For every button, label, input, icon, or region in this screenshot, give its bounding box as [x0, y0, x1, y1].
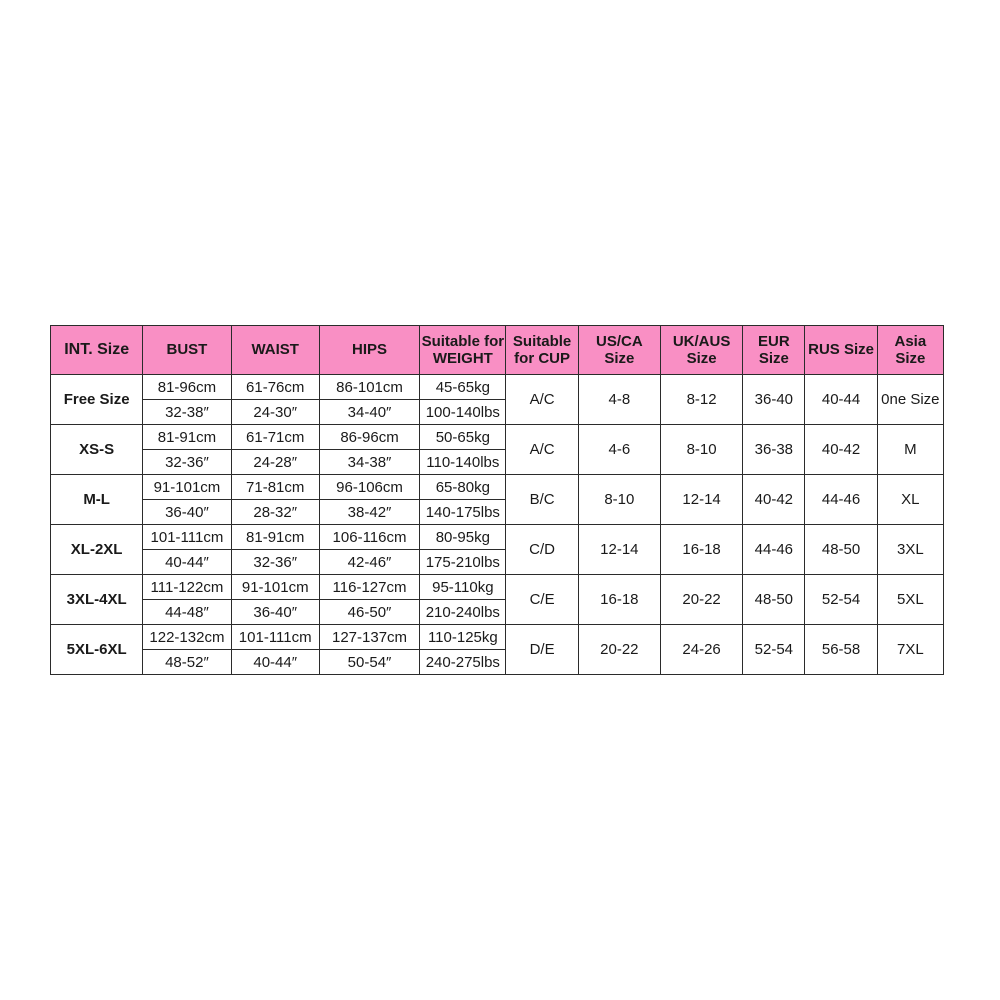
- cell-bust-cm: 81-96cm: [143, 375, 231, 400]
- header-weight-line2: WEIGHT: [432, 350, 493, 367]
- cell-hips-in: 34-38″: [319, 450, 419, 475]
- cell-int-size: Free Size: [51, 375, 143, 425]
- cell-int-size: 3XL-4XL: [51, 575, 143, 625]
- size-chart-container: [50, 325, 950, 675]
- cell-hips-cm: 127-137cm: [319, 625, 419, 650]
- cell-waist-in: 32-36″: [231, 550, 319, 575]
- header-weight-line1: Suitable for: [421, 332, 505, 350]
- cell-bust-in: 48-52″: [143, 650, 231, 675]
- cell-waist-cm: 81-91cm: [231, 525, 319, 550]
- cell-asia: 5XL: [877, 575, 943, 625]
- cell-bust-in: 44-48″: [143, 600, 231, 625]
- header-eur-line2: Size: [758, 350, 789, 367]
- cell-asia: XL: [877, 475, 943, 525]
- table-body: [51, 375, 944, 675]
- cell-asia: 0ne Size: [877, 375, 943, 425]
- header-eur: [743, 326, 805, 375]
- cell-cup: A/C: [506, 375, 578, 425]
- cell-bust-cm: 111-122cm: [143, 575, 231, 600]
- cell-uk-aus: 24-26: [660, 625, 742, 675]
- cell-weight-lbs: 140-175lbs: [420, 500, 506, 525]
- cell-hips-in: 42-46″: [319, 550, 419, 575]
- header-us-line2: Size: [604, 350, 635, 367]
- cell-eur: 36-38: [743, 425, 805, 475]
- header-waist: WAIST: [231, 326, 319, 375]
- cell-weight-lbs: 110-140lbs: [420, 450, 506, 475]
- cell-weight-lbs: 210-240lbs: [420, 600, 506, 625]
- cell-rus: 40-42: [805, 425, 877, 475]
- cell-int-size: M-L: [51, 475, 143, 525]
- header-us-ca: [578, 326, 660, 375]
- cell-hips-cm: 106-116cm: [319, 525, 419, 550]
- cell-uk-aus: 20-22: [660, 575, 742, 625]
- size-conversion-table: [50, 325, 944, 675]
- cell-us-ca: 12-14: [578, 525, 660, 575]
- cell-bust-in: 40-44″: [143, 550, 231, 575]
- cell-waist-in: 24-30″: [231, 400, 319, 425]
- cell-us-ca: 4-6: [578, 425, 660, 475]
- cell-cup: A/C: [506, 425, 578, 475]
- header-int-size: INT. Size: [51, 326, 143, 375]
- cell-us-ca: 4-8: [578, 375, 660, 425]
- cell-hips-in: 34-40″: [319, 400, 419, 425]
- cell-bust-cm: 81-91cm: [143, 425, 231, 450]
- cell-eur: 36-40: [743, 375, 805, 425]
- cell-waist-cm: 91-101cm: [231, 575, 319, 600]
- cell-eur: 48-50: [743, 575, 805, 625]
- cell-uk-aus: 16-18: [660, 525, 742, 575]
- header-row: [51, 326, 944, 375]
- cell-waist-cm: 61-71cm: [231, 425, 319, 450]
- cell-hips-in: 38-42″: [319, 500, 419, 525]
- table-row: [51, 575, 944, 600]
- cell-waist-cm: 61-76cm: [231, 375, 319, 400]
- cell-eur: 40-42: [743, 475, 805, 525]
- cell-waist-in: 24-28″: [231, 450, 319, 475]
- cell-weight-kg: 65-80kg: [420, 475, 506, 500]
- header-uk-line1: UK/AUS: [672, 332, 731, 350]
- cell-rus: 44-46: [805, 475, 877, 525]
- cell-rus: 52-54: [805, 575, 877, 625]
- cell-weight-lbs: 175-210lbs: [420, 550, 506, 575]
- header-rus: RUS Size: [805, 326, 877, 375]
- header-hips: HIPS: [319, 326, 419, 375]
- header-uk-line2: Size: [686, 350, 717, 367]
- header-cup: [506, 326, 578, 375]
- table-row: [51, 375, 944, 400]
- cell-bust-cm: 91-101cm: [143, 475, 231, 500]
- table-row: [51, 625, 944, 650]
- cell-uk-aus: 12-14: [660, 475, 742, 525]
- cell-bust-in: 32-36″: [143, 450, 231, 475]
- cell-int-size: XL-2XL: [51, 525, 143, 575]
- header-asia-line2: Size: [895, 350, 926, 367]
- cell-us-ca: 20-22: [578, 625, 660, 675]
- cell-int-size: XS-S: [51, 425, 143, 475]
- cell-eur: 44-46: [743, 525, 805, 575]
- cell-weight-kg: 45-65kg: [420, 375, 506, 400]
- cell-int-size: 5XL-6XL: [51, 625, 143, 675]
- header-uk-aus: [660, 326, 742, 375]
- cell-bust-in: 36-40″: [143, 500, 231, 525]
- cell-bust-cm: 101-111cm: [143, 525, 231, 550]
- header-cup-line1: Suitable: [512, 332, 572, 350]
- cell-hips-cm: 86-96cm: [319, 425, 419, 450]
- cell-asia: 7XL: [877, 625, 943, 675]
- cell-uk-aus: 8-10: [660, 425, 742, 475]
- cell-cup: B/C: [506, 475, 578, 525]
- header-weight: [420, 326, 506, 375]
- cell-rus: 40-44: [805, 375, 877, 425]
- table-row: [51, 525, 944, 550]
- cell-waist-cm: 101-111cm: [231, 625, 319, 650]
- cell-hips-cm: 86-101cm: [319, 375, 419, 400]
- cell-cup: C/E: [506, 575, 578, 625]
- cell-weight-kg: 95-110kg: [420, 575, 506, 600]
- cell-hips-in: 50-54″: [319, 650, 419, 675]
- cell-rus: 56-58: [805, 625, 877, 675]
- cell-weight-kg: 50-65kg: [420, 425, 506, 450]
- cell-weight-lbs: 240-275lbs: [420, 650, 506, 675]
- cell-waist-in: 28-32″: [231, 500, 319, 525]
- cell-weight-kg: 80-95kg: [420, 525, 506, 550]
- table-row: [51, 475, 944, 500]
- header-asia-line1: Asia: [894, 332, 927, 350]
- cell-hips-cm: 96-106cm: [319, 475, 419, 500]
- cell-waist-cm: 71-81cm: [231, 475, 319, 500]
- cell-waist-in: 40-44″: [231, 650, 319, 675]
- cell-hips-cm: 116-127cm: [319, 575, 419, 600]
- header-asia: [877, 326, 943, 375]
- header-us-line1: US/CA: [596, 332, 643, 350]
- cell-us-ca: 8-10: [578, 475, 660, 525]
- cell-waist-in: 36-40″: [231, 600, 319, 625]
- cell-uk-aus: 8-12: [660, 375, 742, 425]
- cell-weight-kg: 110-125kg: [420, 625, 506, 650]
- cell-cup: D/E: [506, 625, 578, 675]
- header-cup-line2: for CUP: [514, 350, 570, 367]
- table-row: [51, 425, 944, 450]
- table-header: [51, 326, 944, 375]
- header-eur-line1: EUR: [758, 332, 790, 350]
- cell-asia: 3XL: [877, 525, 943, 575]
- cell-us-ca: 16-18: [578, 575, 660, 625]
- cell-hips-in: 46-50″: [319, 600, 419, 625]
- cell-cup: C/D: [506, 525, 578, 575]
- cell-weight-lbs: 100-140lbs: [420, 400, 506, 425]
- cell-eur: 52-54: [743, 625, 805, 675]
- cell-bust-in: 32-38″: [143, 400, 231, 425]
- cell-rus: 48-50: [805, 525, 877, 575]
- cell-asia: M: [877, 425, 943, 475]
- cell-bust-cm: 122-132cm: [143, 625, 231, 650]
- header-bust: BUST: [143, 326, 231, 375]
